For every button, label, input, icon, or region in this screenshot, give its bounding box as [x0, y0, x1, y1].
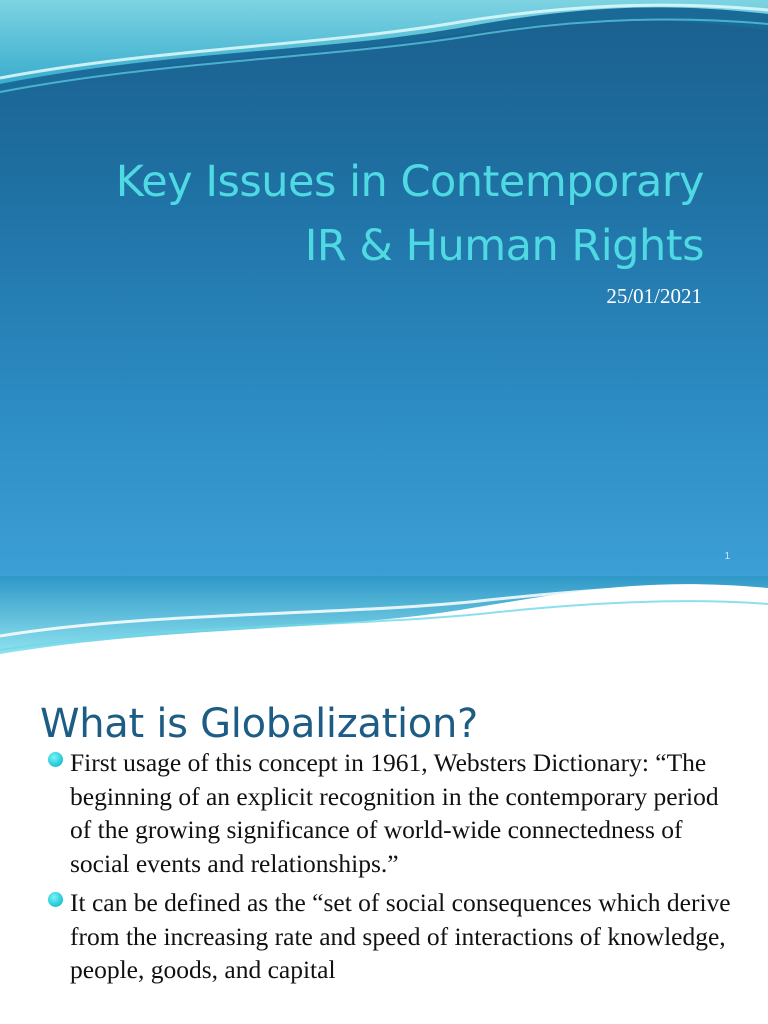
bullet-dot-icon	[48, 892, 63, 907]
slide-heading: What is Globalization?	[40, 700, 478, 747]
slide-page-number: 1	[724, 551, 730, 562]
bullet-text: First usage of this concept in 1961, Websters Dictionary: “The beginning of an explicit recognition in the contemporary period of the growing significance of world-wide connectedness of social events and relationships.”	[70, 748, 719, 878]
bullet-item	[48, 886, 738, 987]
slide-date: 25/01/2021	[606, 284, 702, 308]
decorative-wave-header	[0, 0, 768, 110]
content-slide	[0, 576, 768, 1024]
bullet-dot-icon	[48, 752, 63, 767]
bullet-item	[48, 746, 738, 880]
bullet-text: It can be defined as the “set of social consequences which derive from the increasing rate and speed of interactions of knowledge, people, goods, and capital	[70, 888, 731, 984]
slide-title-line-2: IR & Human Rights	[304, 221, 704, 271]
decorative-wave-header	[0, 576, 768, 656]
slide-title	[24, 150, 704, 278]
bullet-list	[48, 746, 738, 993]
slide-title-line-1: Key Issues in Contemporary	[115, 157, 704, 207]
